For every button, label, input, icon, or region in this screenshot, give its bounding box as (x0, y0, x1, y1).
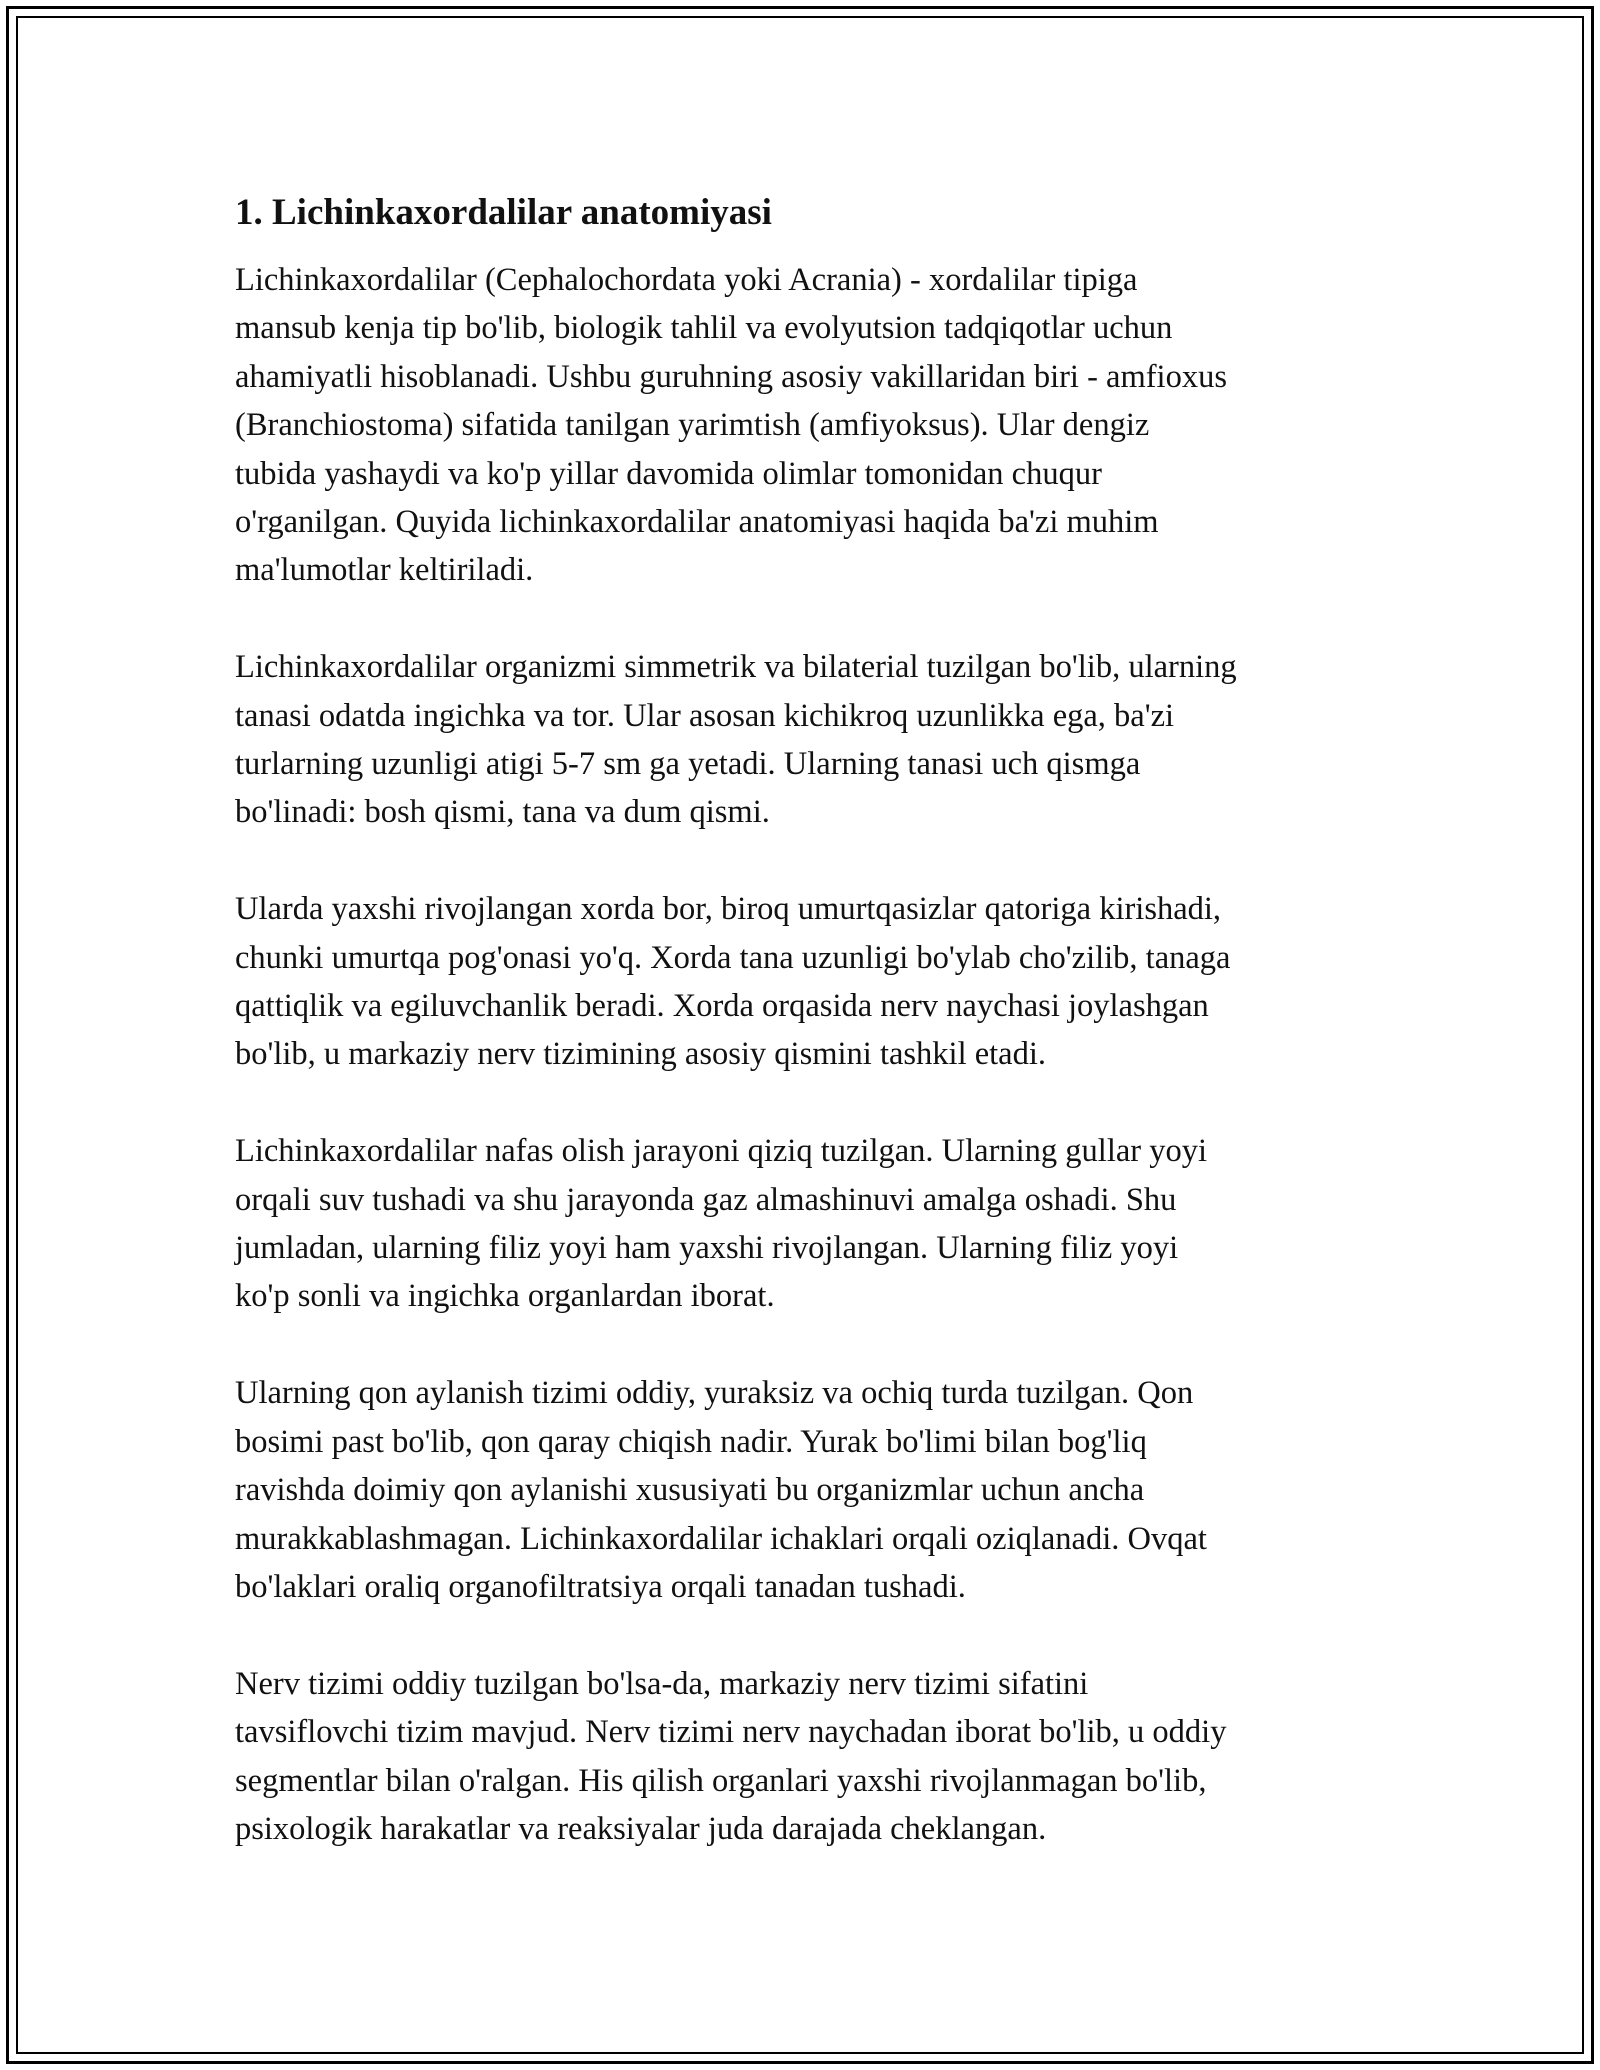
document-body (235, 185, 1385, 1853)
paragraph-respiration: Lichinkaxordalilar nafas olish jarayoni qiziq tuzilgan. Ularning gullar yoyi orqali suv tushadi va shu jarayonda gaz almashinuvi amalga oshadi. Shu jumladan, ularning filiz yoyi ham yaxshi rivojlangan. Ularning filiz yoyi ko'p sonli va ingichka organlardan iborat. (235, 1133, 1208, 1315)
paragraph-chord: Ularda yaxshi rivojlangan xorda bor, biroq umurtqasizlar qatoriga kirishadi, chunki umurtqa pog'onasi yo'q. Xorda tana uzunligi bo'ylab cho'zilib, tanaga qattiqlik va egiluvchanlik beradi. Xorda orqasida nerv naychasi joylashgan bo'lib, u markaziy nerv tizimining asosiy qismini tashkil etadi. (235, 891, 1231, 1073)
section-title: 1. Lichinkaxordalilar anatomiyasi (235, 192, 772, 233)
paragraph-nervous-system: Nerv tizimi oddiy tuzilgan bo'lsa-da, markaziy nerv tizimi sifatini tavsiflovchi tizim mavjud. Nerv tizimi nerv naychadan iborat bo'lib, u oddiy segmentlar bilan o'ralgan. His qilish organlari yaxshi rivojlanmagan bo'lib, psixologik harakatlar va reaksiyalar juda darajada cheklangan. (235, 1665, 1227, 1847)
paragraph-intro: Lichinkaxordalilar (Cephalochordata yoki Acrania) - xordalilar tipiga mansub kenja tip bo'lib, biologik tahlil va evolyutsion tadqiqotlar uchun ahamiyatli hisoblanadi. Ushbu guruhning asosiy vakillaridan biri - amfioxus (Branchiostoma) sifatida tanilgan yarimtish (amfiyoksus). Ular dengiz tubida yashaydi va ko'p yillar davomida olimlar tomonidan chuqur o'rganilgan. Quyida lichinkaxordalilar anatomiyasi haqida ba'zi muhim ma'lumotlar keltiriladi. (235, 262, 1227, 589)
paragraph-body-structure: Lichinkaxordalilar organizmi simmetrik va bilaterial tuzilgan bo'lib, ularning tanasi odatda ingichka va tor. Ular asosan kichikroq uzunlikka ega, ba'zi turlarning uzunligi atigi 5-7 sm ga yetadi. Ularning tanasi uch qismga bo'linadi: bosh qismi, tana va dum qismi. (235, 649, 1237, 831)
paragraph-circulation: Ularning qon aylanish tizimi oddiy, yuraksiz va ochiq turda tuzilgan. Qon bosimi past bo'lib, qon qaray chiqish nadir. Yurak bo'limi bilan bog'liq ravishda doimiy qon aylanishi xususiyati bu organizmlar uchun ancha murakkablashmagan. Lichinkaxordalilar ichaklari orqali oziqlanadi. Ovqat bo'laklari oraliq organofiltratsiya orqali tanadan tushadi. (235, 1375, 1207, 1605)
